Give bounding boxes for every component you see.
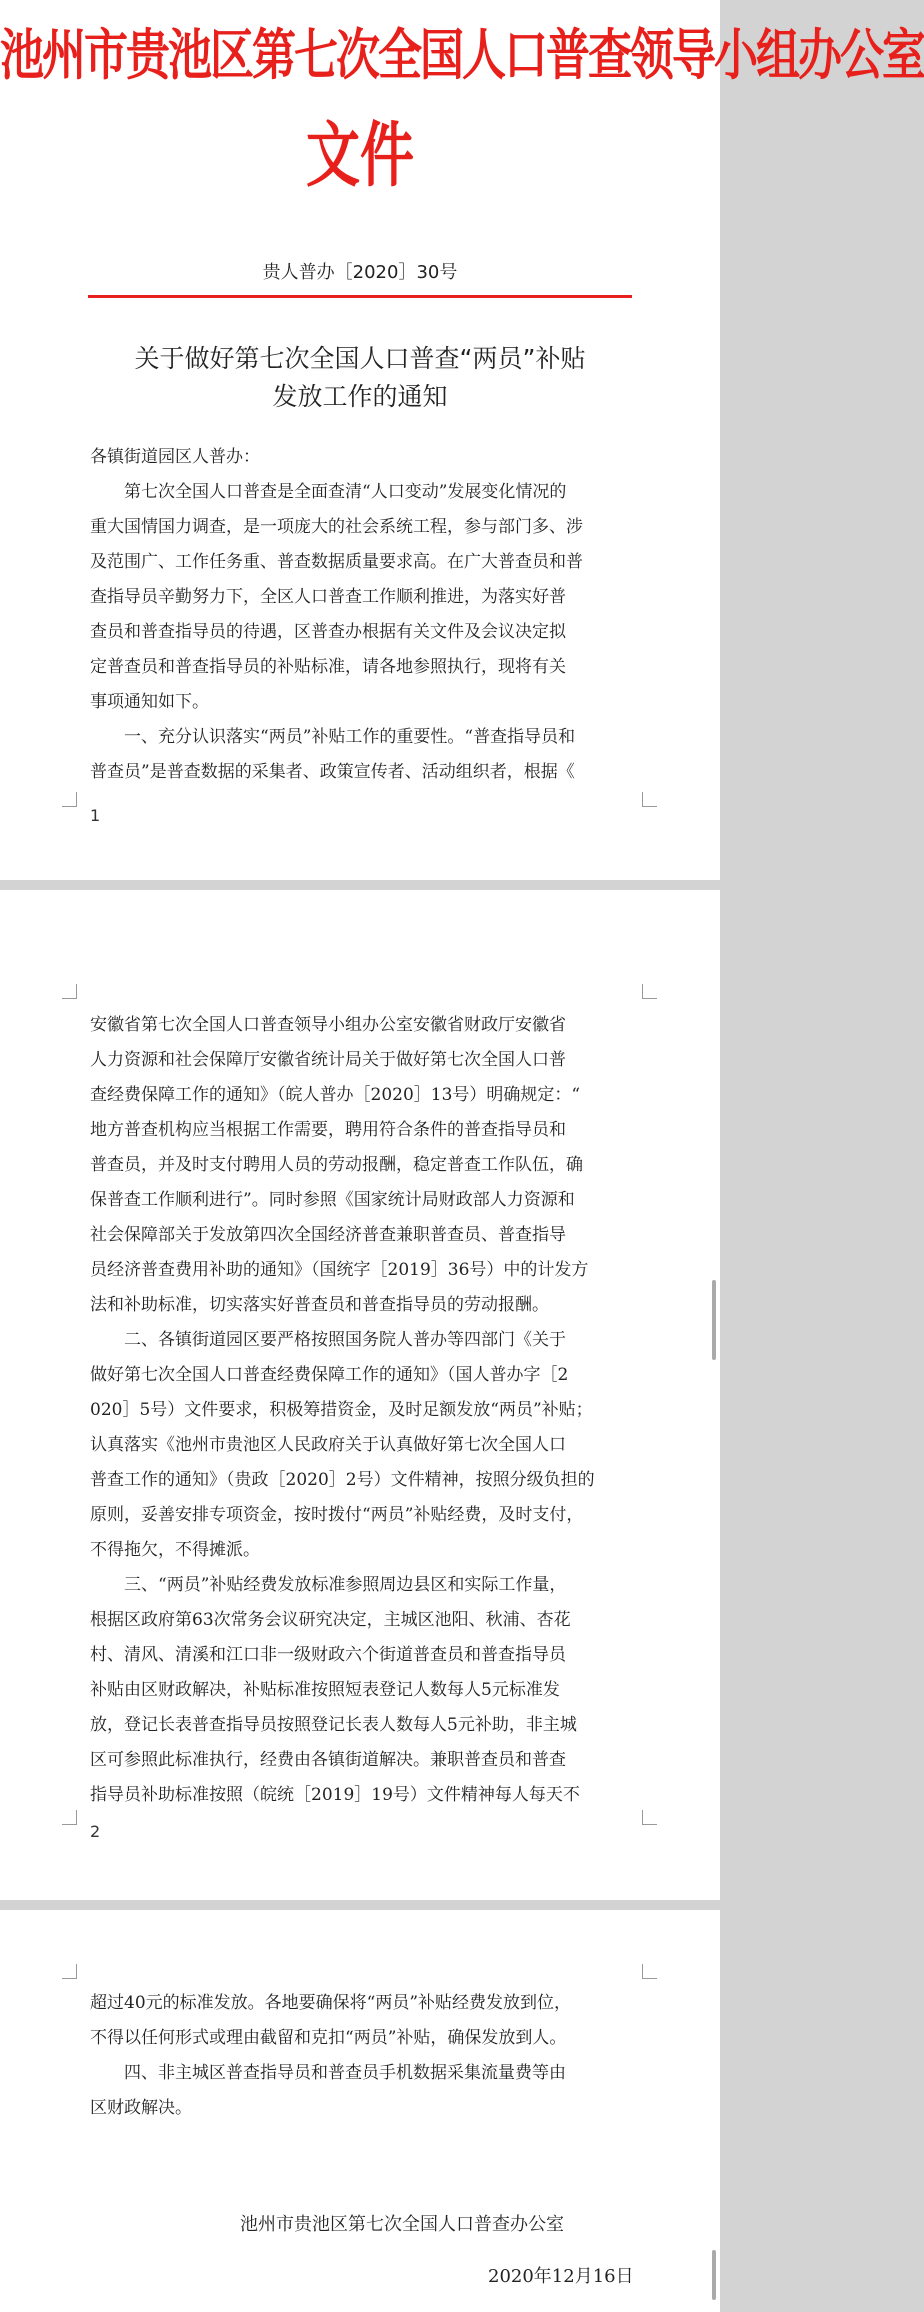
text-line: 查指导员辛勤努力下，全区人口普查工作顺利推进，为落实好普 xyxy=(90,587,566,607)
text-line: 人力资源和社会保障厅安徽省统计局关于做好第七次全国人口普 xyxy=(90,1050,566,1070)
text-line: 四、非主城区普查指导员和普查员手机数据采集流量费等由 xyxy=(90,2063,566,2083)
text-line: 020］5号）文件要求，积极筹措资金，及时足额发放“两员”补贴； xyxy=(90,1400,593,1420)
margin-corner-mark xyxy=(642,1964,657,1979)
text-line: 认真落实《池州市贵池区人民政府关于认真做好第七次全国人口 xyxy=(90,1435,566,1455)
text-line: 村、清风、清溪和江口非一级财政六个街道普查员和普查指导员 xyxy=(90,1645,566,1665)
text-line: 及范围广、工作任务重、普查数据质量要求高。在广大普查员和普 xyxy=(90,552,583,572)
text-line: 查员和普查指导员的待遇，区普查办根据有关文件及会议决定拟 xyxy=(90,622,566,642)
text-line: 各镇街道园区人普办： xyxy=(90,447,260,467)
text-line: 重大国情国力调查，是一项庞大的社会系统工程，参与部门多、涉 xyxy=(90,517,583,537)
text-line: 补贴由区财政解决，补贴标准按照短表登记人数每人5元标准发 xyxy=(90,1680,560,1700)
text-line: 事项通知如下。 xyxy=(90,692,209,712)
text-line: 一、充分认识落实“两员”补贴工作的重要性。“普查指导员和 xyxy=(90,727,576,747)
text-line: 保普查工作顺利进行”。同时参照《国家统计局财政部人力资源和 xyxy=(90,1190,575,1210)
margin-corner-mark xyxy=(62,984,77,999)
scrollbar-thumb[interactable] xyxy=(712,1280,716,1360)
text-line: 普查员”是普查数据的采集者、政策宣传者、活动组织者，根据《 xyxy=(90,762,575,782)
text-line: 二、各镇街道园区要严格按照国务院人普办等四部门《关于 xyxy=(90,1330,566,1350)
body-text-page-2 xyxy=(90,1008,638,1813)
notice-title-line: 关于做好第七次全国人口普查“两员”补贴 xyxy=(134,344,586,373)
text-line: 地方普查机构应当根据工作需要，聘用符合条件的普查指导员和 xyxy=(90,1120,566,1140)
text-line: 做好第七次全国人口普查经费保障工作的通知》（国人普办字［2 xyxy=(90,1365,569,1385)
notice-title-line: 发放工作的通知 xyxy=(272,382,448,411)
document-page-3 xyxy=(0,1910,720,2312)
text-line: 安徽省第七次全国人口普查领导小组办公室安徽省财政厅安徽省 xyxy=(90,1015,566,1035)
file-heading: 文件 xyxy=(306,114,414,197)
document-page-2 xyxy=(0,890,720,1900)
signature-date: 2020年12月16日 xyxy=(488,2266,634,2287)
margin-corner-mark xyxy=(642,1810,657,1825)
text-line: 指导员补助标准按照（皖统［2019］19号）文件精神每人每天不 xyxy=(90,1785,580,1805)
text-line: 普查员，并及时支付聘用人员的劳动报酬，稳定普查工作队伍，确 xyxy=(90,1155,583,1175)
text-line: 第七次全国人口普查是全面查清“人口变动”发展变化情况的 xyxy=(90,482,567,502)
text-line: 查经费保障工作的通知》（皖人普办［2020］13号）明确规定：“ xyxy=(90,1085,581,1105)
margin-corner-mark xyxy=(62,1964,77,1979)
text-line: 不得拖欠，不得摊派。 xyxy=(90,1540,260,1560)
text-line: 区财政解决。 xyxy=(90,2098,192,2118)
issuer-heading: 池州市贵池区第七次全国人口普查领导小组办公室 xyxy=(0,23,924,88)
margin-corner-mark xyxy=(62,792,77,807)
text-line: 普查工作的通知》（贵政［2020］2号）文件精神，按照分级负担的 xyxy=(90,1470,595,1490)
text-line: 定普查员和普查指导员的补贴标准，请各地参照执行，现将有关 xyxy=(90,657,566,677)
margin-corner-mark xyxy=(62,1810,77,1825)
margin-corner-mark xyxy=(642,792,657,807)
document-number: 贵人普办［2020］30号 xyxy=(262,262,458,283)
text-line: 法和补助标准，切实落实好普查员和普查指导员的劳动报酬。 xyxy=(90,1295,549,1315)
text-line: 区可参照此标准执行，经费由各镇街道解决。兼职普查员和普查 xyxy=(90,1750,566,1770)
text-line: 社会保障部关于发放第四次全国经济普查兼职普查员、普查指导 xyxy=(90,1225,566,1245)
body-text-page-1 xyxy=(90,440,638,790)
red-separator-line xyxy=(88,295,632,298)
text-line: 不得以任何形式或理由截留和克扣“两员”补贴，确保发放到人。 xyxy=(90,2028,567,2048)
text-line: 原则，妥善安排专项资金，按时拨付“两员”补贴经费，及时支付， xyxy=(90,1505,584,1525)
body-text-page-3 xyxy=(90,1986,638,2126)
text-line: 员经济普查费用补助的通知》（国统字［2019］36号）中的计发方 xyxy=(90,1260,589,1280)
scrollbar-thumb[interactable] xyxy=(712,2250,716,2300)
notice-title xyxy=(0,340,720,416)
page-number: 2 xyxy=(90,1822,101,1841)
text-line: 放，登记长表普查指导员按照登记长表人数每人5元补助，非主城 xyxy=(90,1715,577,1735)
text-line: 根据区政府第63次常务会议研究决定，主城区池阳、秋浦、杏花 xyxy=(90,1610,571,1630)
margin-corner-mark xyxy=(642,984,657,999)
signature-organization: 池州市贵池区第七次全国人口普查办公室 xyxy=(240,2214,564,2235)
document-page-1 xyxy=(0,0,924,880)
text-line: 三、“两员”补贴经费发放标准参照周边县区和实际工作量， xyxy=(90,1575,567,1595)
page-number: 1 xyxy=(90,806,101,825)
text-line: 超过40元的标准发放。各地要确保将“两员”补贴经费发放到位， xyxy=(90,1993,572,2013)
